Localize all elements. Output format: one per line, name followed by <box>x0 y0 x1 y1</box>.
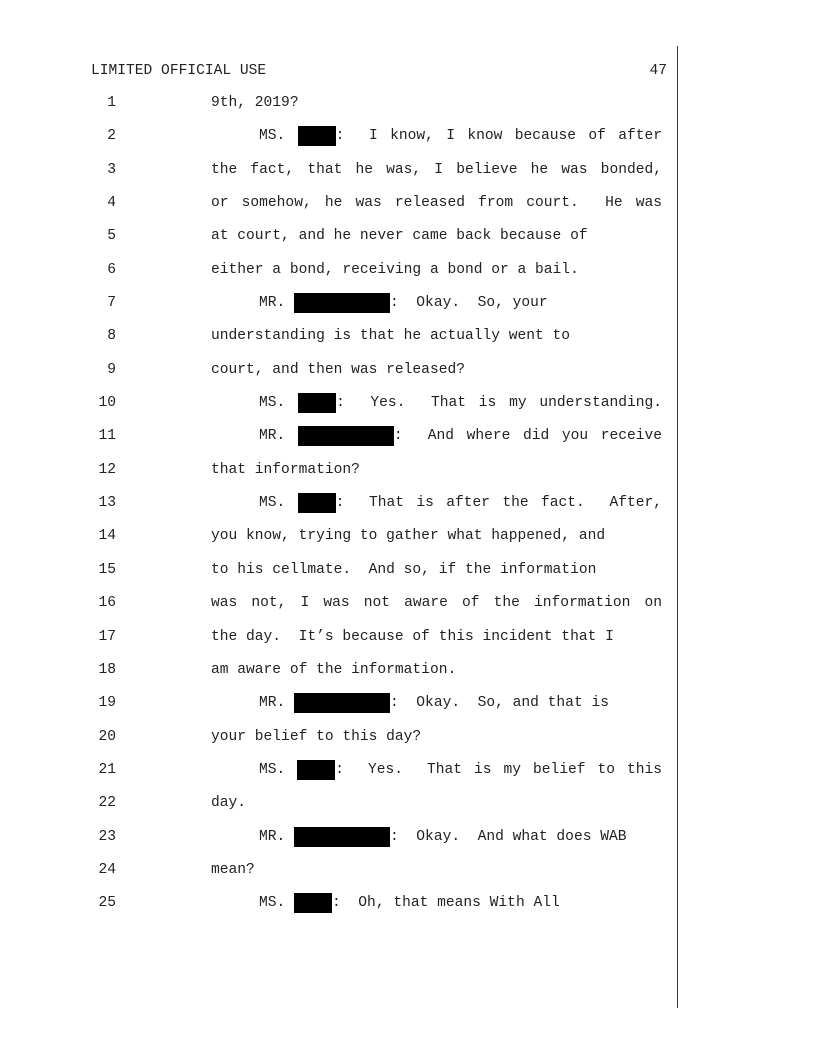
line-segment: : And where did you receive <box>393 428 663 445</box>
transcript-line <box>0 526 676 559</box>
line-segment: : I know, I know because of after <box>335 128 662 145</box>
line-text <box>211 727 662 747</box>
line-number: 13 <box>98 495 116 512</box>
line-number: 3 <box>107 161 116 178</box>
line-text <box>211 226 662 246</box>
line-segment: MR. <box>259 295 295 312</box>
line-segment: MR. <box>259 428 298 445</box>
redaction-box <box>294 827 390 847</box>
line-number: 16 <box>98 595 116 612</box>
transcript-line <box>0 460 676 493</box>
line-number: 10 <box>98 395 116 412</box>
transcript-line <box>0 260 676 293</box>
line-number: 25 <box>98 895 116 912</box>
transcript-line <box>0 493 676 526</box>
line-segment: that information? <box>211 461 360 478</box>
line-text <box>259 293 662 313</box>
line-text <box>259 126 662 146</box>
line-number: 15 <box>98 561 116 578</box>
line-text <box>211 93 662 113</box>
line-segment: : Oh, that means With All <box>332 895 560 912</box>
redaction-box <box>298 393 336 413</box>
line-text <box>259 426 662 446</box>
line-number: 14 <box>98 528 116 545</box>
line-number: 1 <box>107 95 116 111</box>
line-segment: mean? <box>211 861 255 878</box>
transcript-line <box>0 627 676 660</box>
transcript-line <box>0 827 676 860</box>
transcript-line <box>0 93 676 126</box>
line-number: 5 <box>107 228 116 245</box>
line-text <box>211 160 662 180</box>
line-segment: either a bond, receiving a bond or a bail. <box>211 261 579 278</box>
line-text <box>211 326 662 346</box>
redaction-box <box>294 293 390 313</box>
line-segment: or somehow, he was released from court. He was <box>211 195 662 212</box>
transcript-line <box>0 193 676 226</box>
transcript-line <box>0 593 676 626</box>
redaction-box <box>298 126 336 146</box>
line-number: 12 <box>98 461 116 478</box>
line-text <box>211 526 662 546</box>
line-segment: MS. <box>259 895 295 912</box>
line-text <box>259 393 662 413</box>
line-segment: MS. <box>259 761 298 778</box>
page-number: 47 <box>649 63 667 79</box>
line-segment: the fact, that he was, I believe he was bonded, <box>211 161 662 178</box>
line-segment: am aware of the information. <box>211 661 457 678</box>
line-text <box>211 660 662 680</box>
line-number: 4 <box>107 195 116 212</box>
line-number: 9 <box>107 361 116 378</box>
line-segment: : Okay. So, and that is <box>390 695 609 712</box>
line-number: 17 <box>98 628 116 645</box>
line-segment: : That is after the fact. After, <box>335 495 662 512</box>
transcript-line <box>0 126 676 159</box>
line-text <box>211 193 662 213</box>
line-segment: to his cellmate. And so, if the information <box>211 561 597 578</box>
transcript-line <box>0 226 676 259</box>
line-segment: MR. <box>259 695 295 712</box>
line-text <box>211 260 662 280</box>
transcript-line <box>0 893 676 926</box>
line-text <box>259 893 662 913</box>
line-segment: understanding is that he actually went to <box>211 328 571 345</box>
line-segment: MS. <box>259 495 298 512</box>
transcript-line <box>0 760 676 793</box>
transcript-line <box>0 426 676 459</box>
redaction-box <box>297 760 335 780</box>
line-number: 2 <box>107 128 116 145</box>
line-segment: 9th, 2019? <box>211 95 299 111</box>
line-number: 18 <box>98 661 116 678</box>
redaction-box <box>294 893 332 913</box>
line-segment: you know, trying to gather what happened, and <box>211 528 606 545</box>
line-number: 22 <box>98 795 116 812</box>
line-number: 19 <box>98 695 116 712</box>
transcript-body <box>0 93 676 927</box>
line-segment: : Yes. That is my belief to this <box>335 761 663 778</box>
transcript-line <box>0 326 676 359</box>
classification-header: LIMITED OFFICIAL USE <box>91 63 267 79</box>
transcript-line <box>0 293 676 326</box>
line-number: 24 <box>98 861 116 878</box>
line-text <box>259 493 662 513</box>
line-segment: court, and then was released? <box>211 361 465 378</box>
transcript-line <box>0 393 676 426</box>
line-segment: your belief to this day? <box>211 728 422 745</box>
line-text <box>211 627 662 647</box>
right-margin-rule <box>677 46 678 1008</box>
line-segment: : Okay. So, your <box>390 295 548 312</box>
transcript-line <box>0 793 676 826</box>
line-number: 23 <box>98 828 116 845</box>
transcript-line <box>0 727 676 760</box>
line-text <box>211 460 662 480</box>
line-segment: : Okay. And what does WAB <box>390 828 627 845</box>
transcript-line <box>0 160 676 193</box>
line-segment: at court, and he never came back because of <box>211 228 588 245</box>
line-text <box>259 693 662 713</box>
line-text <box>211 560 662 580</box>
line-text <box>211 593 662 613</box>
line-text <box>259 760 662 780</box>
line-text <box>211 793 662 813</box>
line-text <box>211 860 662 880</box>
line-segment: MR. <box>259 828 295 845</box>
line-text <box>211 360 662 380</box>
transcript-line <box>0 660 676 693</box>
transcript-line <box>0 860 676 893</box>
line-segment: the day. It’s because of this incident that I <box>211 628 614 645</box>
line-segment: was not, I was not aware of the information on <box>211 595 662 612</box>
redaction-box <box>298 426 394 446</box>
line-number: 21 <box>98 761 116 778</box>
line-segment: MS. <box>259 128 298 145</box>
line-segment: MS. <box>259 395 299 412</box>
line-number: 6 <box>107 261 116 278</box>
transcript-line <box>0 693 676 726</box>
line-text <box>259 827 662 847</box>
line-number: 20 <box>98 728 116 745</box>
redaction-box <box>298 493 336 513</box>
line-segment: day. <box>211 795 247 812</box>
line-number: 8 <box>107 328 116 345</box>
redaction-box <box>294 693 390 713</box>
line-number: 7 <box>107 295 116 312</box>
line-segment: : Yes. That is my understanding. <box>336 395 663 412</box>
line-number: 11 <box>98 428 116 445</box>
transcript-line <box>0 560 676 593</box>
transcript-line <box>0 360 676 393</box>
